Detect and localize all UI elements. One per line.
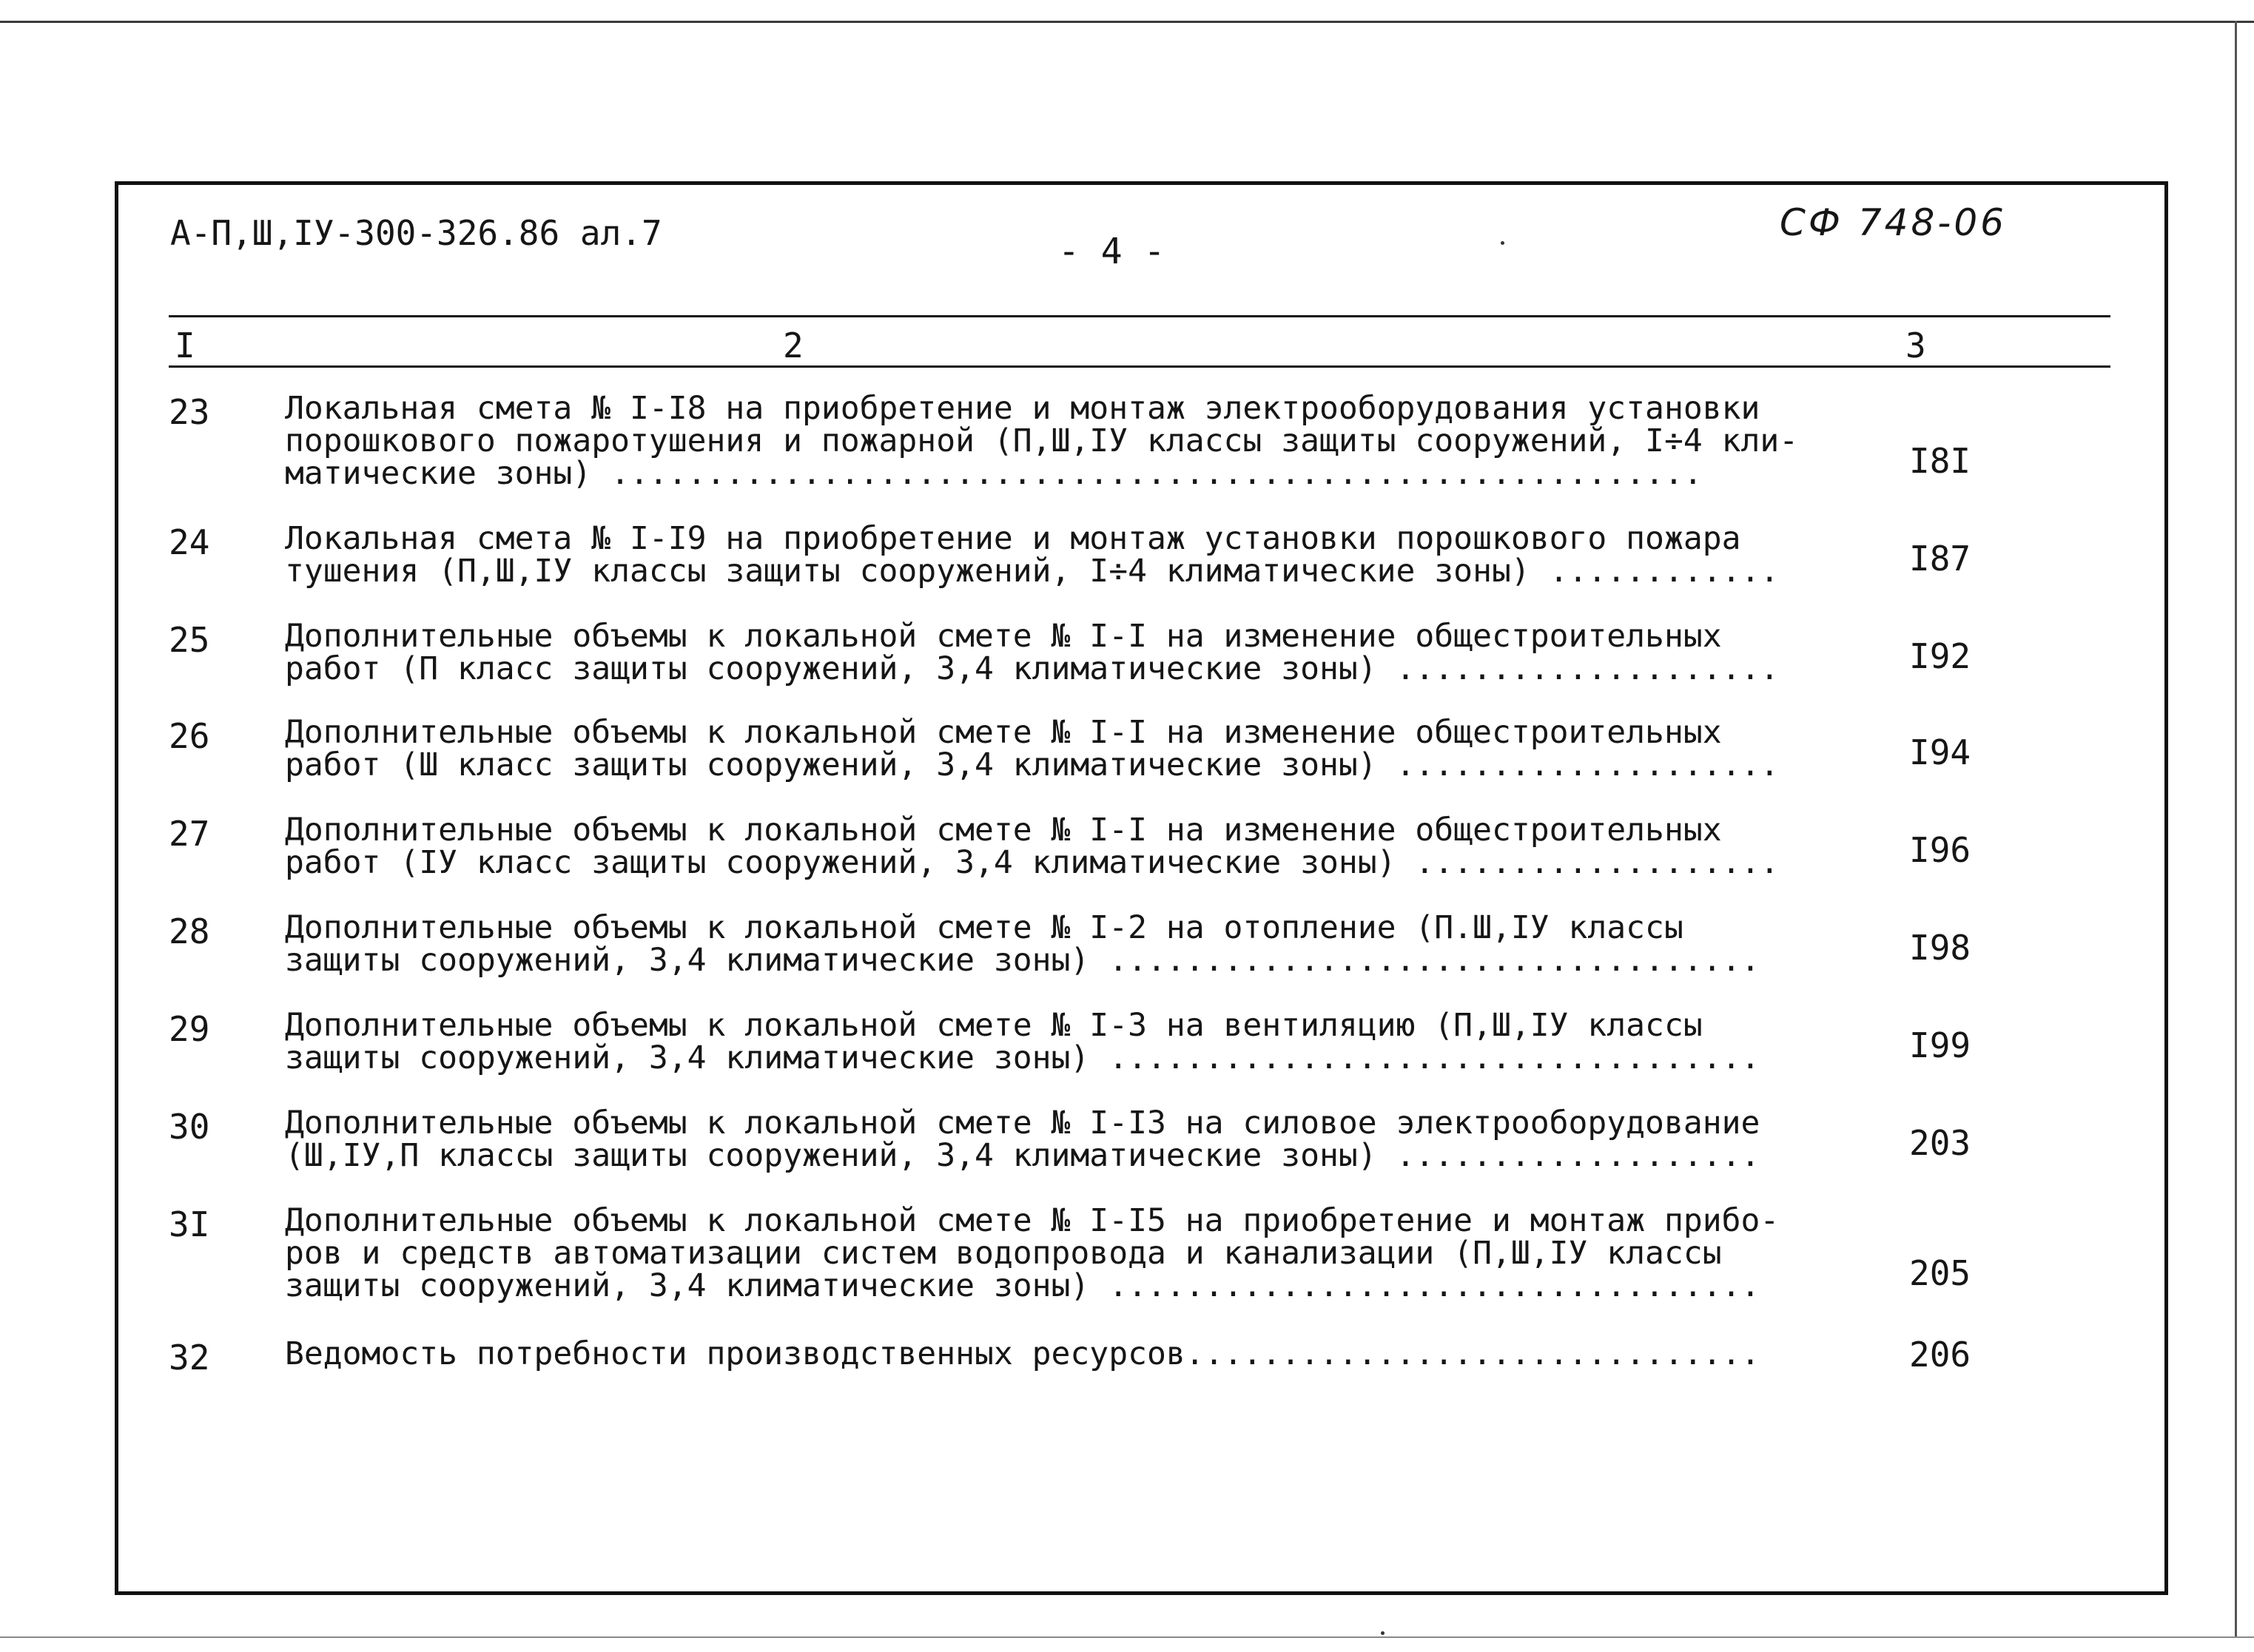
entry-number: 29 [169, 1009, 210, 1049]
entry-title [285, 716, 1854, 781]
entry-title [285, 1009, 1854, 1074]
entry-page: 206 [1909, 1335, 1971, 1375]
column-header-page: 3 [1905, 326, 1926, 365]
entry-title-line: Дополнительные объемы к локальной смете № I-I на изменение общестроительных [285, 714, 1722, 751]
entry-title [285, 620, 1854, 685]
column-header-title: 2 [783, 326, 804, 365]
entry-number: 26 [169, 716, 210, 756]
entry-number: 28 [169, 911, 210, 951]
entry-page: I98 [1909, 928, 1971, 968]
scan-speck [1501, 241, 1504, 245]
sheet-edge-top [0, 21, 2254, 23]
entry-number: 23 [169, 392, 210, 432]
entry-title-line: Локальная смета № I-I9 на приобретение и монтаж установки порошкового пожара [285, 520, 1741, 557]
entry-title [285, 1107, 1854, 1172]
entry-title-line: защиты сооружений, 3,4 климатические зоны) .................................. [285, 1267, 1760, 1304]
entry-title [285, 392, 1854, 490]
entry-page: 205 [1909, 1253, 1971, 1293]
entry-number: 30 [169, 1107, 210, 1147]
entry-number: 24 [169, 522, 210, 562]
entry-title-line: работ (Ш класс защиты сооружений, 3,4 климатические зоны) .................... [285, 746, 1780, 783]
entry-number: 25 [169, 620, 210, 660]
entry-title-line: Ведомость потребности производственных ресурсов.............................. [285, 1335, 1760, 1372]
entry-page: I99 [1909, 1025, 1971, 1065]
entry-title-line: порошкового пожаротушения и пожарной (П,Ш,IУ классы защиты сооружений, I÷4 кли- [285, 422, 1799, 459]
page-number: - 4 - [1058, 231, 1165, 272]
entry-title-line: Дополнительные объемы к локальной смете № I-I5 на приобретение и монтаж прибо- [285, 1202, 1780, 1239]
entry-title [285, 1335, 1854, 1372]
entry-title-line: тушения (П,Ш,IУ классы защиты сооружений, I÷4 климатические зоны) ............ [285, 553, 1780, 590]
scan-speck [1381, 1631, 1385, 1635]
entry-title [285, 1204, 1854, 1302]
entry-title-line: Дополнительные объемы к локальной смете № I-3 на вентиляцию (П,Ш,IУ классы [285, 1007, 1703, 1044]
entry-title-line: работ (П класс защиты сооружений, 3,4 климатические зоны) .................... [285, 650, 1780, 687]
entry-page: I87 [1909, 539, 1971, 579]
document-code: А-П,Ш,IУ-300-326.86 ал.7 [170, 213, 662, 253]
entry-number: 3I [169, 1204, 210, 1244]
entry-page: 203 [1909, 1123, 1971, 1163]
entry-title [285, 911, 1854, 977]
sheet-edge-bottom [0, 1636, 2254, 1638]
entry-page: I92 [1909, 636, 1971, 676]
entry-title-line: матические зоны) ......................................................... [285, 455, 1703, 492]
archive-mark: СФ 748-06 [1780, 201, 2007, 244]
entry-number: 32 [169, 1338, 210, 1378]
entry-title-line: (Ш,IУ,П классы защиты сооружений, 3,4 климатические зоны) ................... [285, 1137, 1760, 1174]
sheet-edge-right [2235, 21, 2237, 1638]
entry-title-line: ров и средств автоматизации систем водопровода и канализации (П,Ш,IУ классы [285, 1235, 1722, 1272]
entry-title-line: Локальная смета № I-I8 на приобретение и монтаж электрооборудования установки [285, 390, 1760, 427]
entry-title-line: защиты сооружений, 3,4 климатические зоны) .................................. [285, 1039, 1760, 1076]
column-header-number: I [175, 326, 195, 365]
entry-number: 27 [169, 814, 210, 854]
table-header-top-rule [169, 315, 2110, 317]
entry-title-line: Дополнительные объемы к локальной смете № I-I3 на силовое электрооборудование [285, 1105, 1760, 1142]
entry-title-line: работ (IУ класс защиты сооружений, 3,4 климатические зоны) ................... [285, 844, 1780, 881]
entry-title-line: Дополнительные объемы к локальной смете № I-I на изменение общестроительных [285, 618, 1722, 655]
entry-title-line: защиты сооружений, 3,4 климатические зоны) .................................. [285, 942, 1760, 979]
entry-page: I94 [1909, 732, 1971, 772]
entry-title-line: Дополнительные объемы к локальной смете № I-I на изменение общестроительных [285, 812, 1722, 849]
table-header-bottom-rule [169, 365, 2110, 368]
entry-page: I96 [1909, 830, 1971, 870]
entry-title [285, 520, 1854, 590]
entry-title [285, 814, 1854, 879]
entry-title-line: Дополнительные объемы к локальной смете № I-2 на отопление (П.Ш,IУ классы [285, 909, 1683, 946]
entry-page: I8I [1909, 441, 1971, 481]
